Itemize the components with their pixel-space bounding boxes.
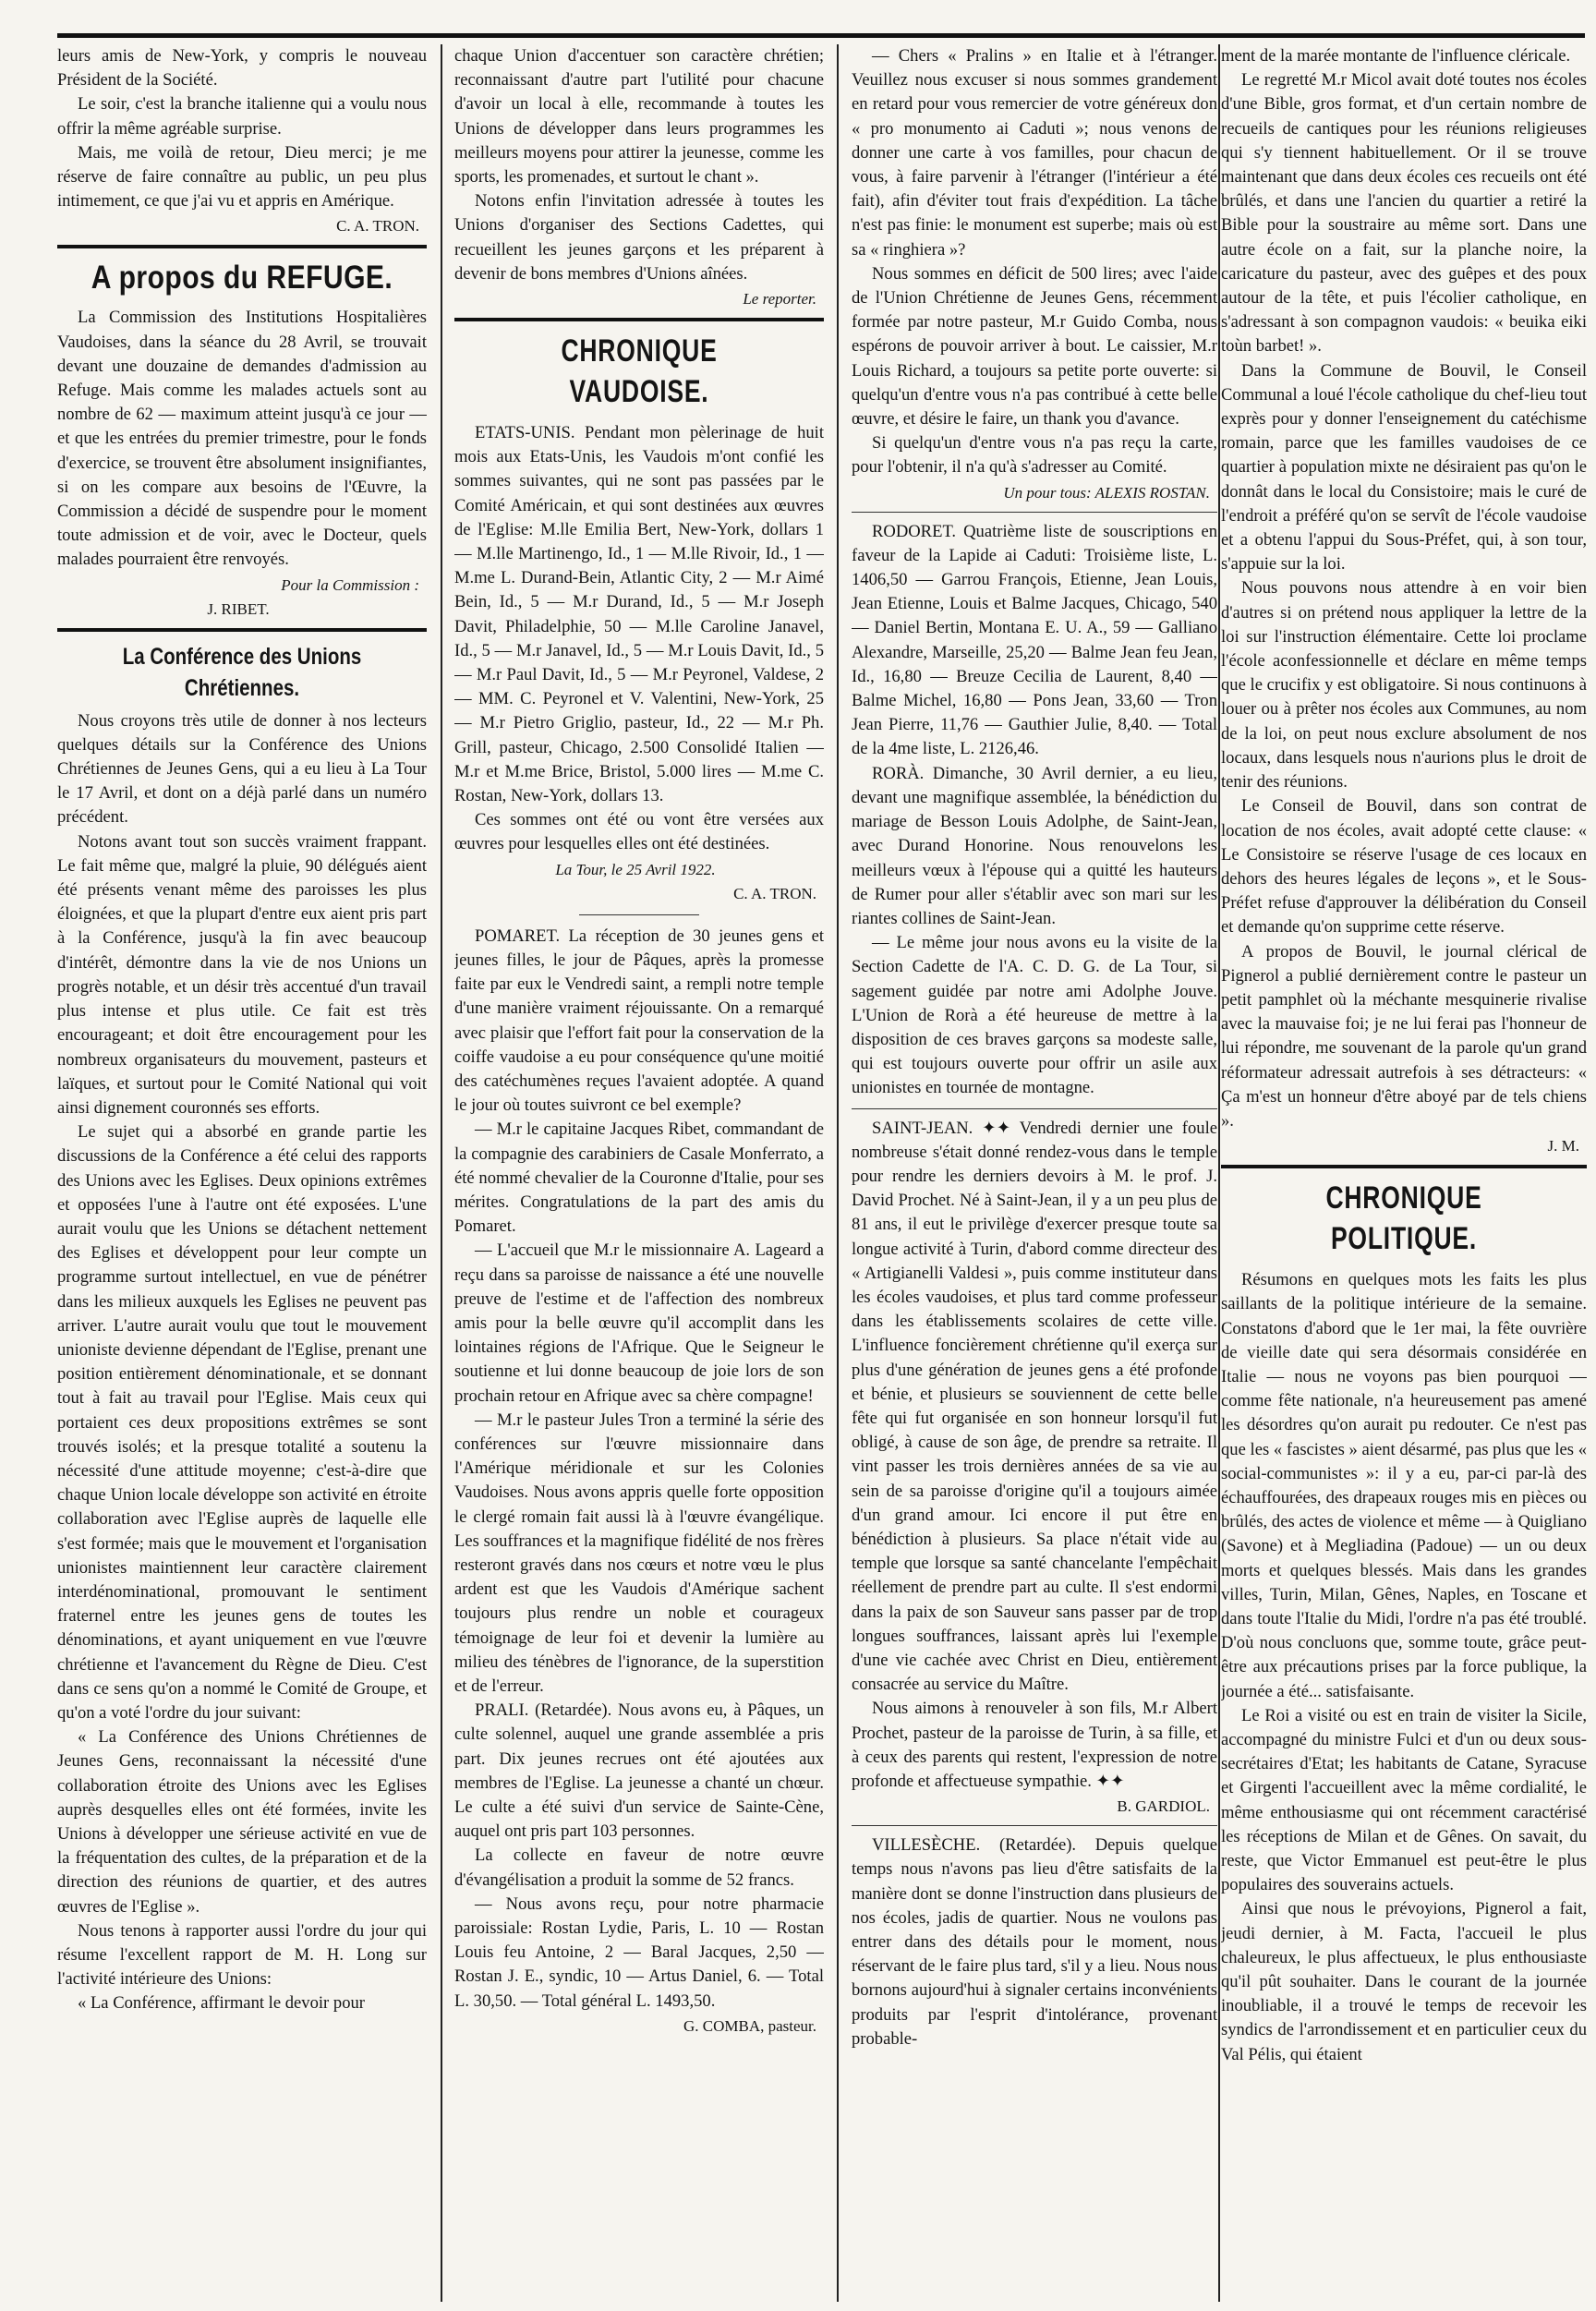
- paragraph: Le soir, c'est la branche italienne qui a voulu nous offrir la même agréable surprise.: [57, 94, 427, 139]
- paragraph: Notons enfin l'invitation adressée à toutes les Unions d'organiser des Sections Cadettes, qui recueillent les jeunes garçons et les préparent à devenir de bons membres d'Unions aînées.: [454, 191, 824, 284]
- column-rule: [837, 44, 839, 2302]
- article-title-refuge: A propos du REFUGE.: [91, 260, 393, 296]
- top-rule: [57, 33, 1585, 38]
- paragraph: ment de la marée montante de l'influence cléricale.: [1221, 46, 1571, 66]
- paragraph: Si quelqu'un d'entre vous n'a pas reçu la carte, pour l'obtenir, il n'a qu'à s'adresser au Comité.: [852, 433, 1217, 478]
- signature: Un pour tous: ALEXIS ROSTAN.: [1003, 483, 1210, 502]
- paragraph: Nous tenons à rapporter aussi l'ordre du jour qui résume l'excellent rapport de M. H. Long sur l'activité intérieure des Unions:: [57, 1920, 427, 1990]
- divider: [852, 1825, 1217, 1826]
- paragraph: PRALI. (Retardée). Nous avons eu, à Pâques, un culte solennel, auquel une grande assemblée a pris part. Dix jeunes recrues ont été ajoutées aux membres de l'Eglise. La jeunesse a chanté un chœur. Le culte a été suivi d'un service de Sainte-Cène, auquel ont pris part 103 personnes.: [454, 1700, 824, 1842]
- paragraph: — Nous avons reçu, pour notre pharmacie paroissiale: Rostan Lydie, Paris, L. 10 — Rostan Louis feu Antoine, 2 — Baral Jacques, 2,50 — Rostan J. E., syndic, 10 — Artus Daniel, 6. — Total L. 30,50. — Total général L. 1493,50.: [454, 1894, 824, 2011]
- paragraph: Le sujet qui a absorbé en grande partie les discussions de la Conférence a été celui des rapports des Unions avec les Eglises. Deux opinions extrêmes et opposées l'une à l'autre ont été exposées. L'une aurait voulu que les Unions se détachent nettement des Eglises et développent pour leur compte un programme surtout intellectuel, en vue de pénétrer dans les milieux auxquels les Eglises ne peuvent pas arriver. L'autre aurait voulu que tout le mouvement unioniste devienne dépendant de l'Eglise, prenant une position entièrement dénominationale, et se donnant tout à fait au travail pour l'Eglise. Mais ceux qui portaient ces deux propositions extrêmes se sont trouvés isolés; et la presque totalité a soutenu la nécessité d'une attitude moyenne; c'est-à-dire que chaque Union locale développe son activité en étroite collaboration avec l'Eglise auprès de laquelle elle s'est formée; mais que le mouvement et l'organisation unionistes maintiennent leur caractère clairement interdénominational, promouvant le sentiment fraternel entre les jeunes gens de toutes les dénominations, et ayant uniquement en vue l'œuvre chrétienne et l'avancement du Règne de Dieu. C'est dans ce sens qu'on a nommé le Comité de Groupe, et qu'on a voté l'ordre du jour suivant:: [57, 1122, 427, 1723]
- section-divider: [57, 245, 427, 248]
- paragraph: RODORET. Quatrième liste de souscriptions en faveur de la Lapide ai Caduti: Troisième liste, L. 1406,50 — Garrou François, Etienne, Jean Louis, Jean Etienne, Louis et Balme Jacques, Chicago, 540 — Daniel Bertin, Montana E. U. A., 59 — Galliano Alexandre, Marseille, 25,20 — Balme Jean feu Jean, Id., 16,80 — Breuze Cecilia de Laurent, 8,40 — Balme Michel, 16,80 — Pons Jean, 33,60 — Tron Jean Pierre, 11,76 — Gauthier Julie, 8,40. — Total de la 4me liste, L. 2126,46.: [852, 521, 1217, 759]
- paragraph: ETATS-UNIS. Pendant mon pèlerinage de huit mois aux Etats-Unis, les Vaudois m'ont confié les sommes suivantes, qui ne sont pas passées par le Comité Américain, et qui sont destinées aux œuvres de l'Eglise: M.lle Emilia Bert, New-York, dollars 1 — M.lle Martinengo, Id., 1 — M.lle Rivoir, Id., 1 — M.me L. Durand-Bein, Atlantic City, 2 — M.r Aimé Bein, Id., 5 — M.r Durand, Id., 5 — M.r Joseph Davit, Philadelphie, 50 — M.lle Caroline Janavel, Id., 5 — M.r Janavel, Id., 5 — M.r Louis Davit, Id., 5 — M.r Paul Davit, Id., 5 — M.r Peyronel, Valdese, 2 — MM. C. Peyronel et V. Valentini, New-York, 25 — M.r Pietro Griglio, pasteur, Id., 22 — M.r Ph. Grill, pasteur, Chicago, 2.500 Consolidé Italien — M.r et M.me Brice, Bristol, 5.000 lires — M.me C. Rostan, New-York, dollars 13.: [454, 423, 824, 806]
- signature: C. A. TRON.: [733, 884, 816, 902]
- paragraph: « La Conférence des Unions Chrétiennes de Jeunes Gens, reconnaissant la nécessité d'une collaboration étroite des Unions avec les Eglises auprès desquelles elles ont été formées, invite les Unions à développer une sérieuse activité en vue de la fréquentation des cultes, de la préparation et de la direction des réunions de quartier, et des autres œuvres de l'Eglise ».: [57, 1727, 427, 1917]
- column-1: [57, 44, 427, 2302]
- column-rule: [1218, 44, 1220, 2302]
- section-divider: [57, 628, 427, 632]
- paragraph: leurs amis de New-York, y compris le nouveau Président de la Société.: [57, 46, 427, 91]
- divider: [852, 1108, 1217, 1109]
- paragraph: SAINT-JEAN. ✦✦ Vendredi dernier une foule nombreuse s'était donné rendez-vous dans le temple pour rendre les derniers devoirs à M. le prof. J. David Prochet. Né à Saint-Jean, il y a un peu plus de 81 ans, il eut le privilège d'exercer presque toute sa longue activité à Turin, d'abord comme directeur des « Artigianelli Valdesi », puis comme instituteur dans les écoles vaudoises, et plus tard comme professeur dans les établissements scolaires de cette ville. L'influence foncièrement chrétienne qu'il exerça sur plus d'une génération de jeunes gens a été profonde et bénie, et plusieurs se souviennent de cette belle fête qui fut organisée en son honneur lorsqu'il fut obligé, à cause de son âge, de prendre sa retraite. Il vint passer les trois dernières années de sa vie au sein de sa paroisse d'origine qu'il a toujours aimée d'un grand amour. Ici encore il put être en bénédiction à plusieurs. Sa place n'était vide au temple que lorsque sa santé chancelante l'empêchait réellement de prendre part au culte. Il s'est endormi dans la paix de son Sauveur sans passer par de trop longues souffrances, laissant après lui l'exemple d'une vie cachée avec Christ en Dieu, entièrement consacrée au service du Maître.: [852, 1118, 1217, 1695]
- paragraph: Ces sommes ont été ou vont être versées aux œuvres pour lesquelles elles ont été destinées.: [454, 810, 824, 854]
- paragraph: Notons avant tout son succès vraiment frappant. Le fait même que, malgré la pluie, 90 délégués aient été présents venant même des paroisses les plus éloignées, et que la plupart d'entre eux aient pris part à la Conférence, jusqu'à la fin avec beaucoup d'intérêt, démontre dans la vie de nos Unions un progrès notable, et un désir très accentué d'un travail plus intense et plus utile. Ce fait est très encourageant; et doit être encouragement pour les nombreux organisateurs du mouvement, pasteurs et laïques, et surtout pour le Comité National qui voit ainsi dignement couronnés ses efforts.: [57, 831, 427, 1118]
- section-divider: [1221, 1165, 1587, 1168]
- paragraph: Le Roi a visité ou est en train de visiter la Sicile, accompagné du ministre Fulci et d'un ou deux sous-secrétaires d'Etat; les habitants de Catane, Syracuse et Girgenti l'accueillent avec la même cordialité, le même enthousiasme qui ont récemment caractérisé les réceptions de Milan et de Gênes. On savait, du reste, que Victor Emmanuel est peut-être le plus populaires des souverains actuels.: [1221, 1705, 1587, 1895]
- paragraph: Ainsi que nous le prévoyions, Pignerol a fait, jeudi dernier, à M. Facta, l'accueil le plus chaleureux, le plus affectueux, le plus enthousiaste qu'il pût souhaiter. Dans le courant de la journée inoubliable, il a trouvé le temps de recevoir les syndics de l'arrondissement et en particulier ceux du Val Pélis, qui étaient: [1221, 1899, 1587, 2064]
- paragraph: Mais, me voilà de retour, Dieu merci; je me réserve de faire connaître au public, un peu plus intimement, ce que j'ai vu et appris en Amérique.: [57, 142, 427, 212]
- paragraph: — Le même jour nous avons eu la visite de la Section Cadette de l'A. C. D. G. de La Tour, si sagement guidée par notre ami Adolphe Jouve. L'Union de Rorà a été heureuse de mettre à la disposition de ces braves garçons sa modeste salle, qui est toujours ouverte pour offrir un asile aux unionistes en tournée de montagne.: [852, 933, 1217, 1098]
- dateline: La Tour, le 25 Avril 1922.: [555, 860, 716, 878]
- signature: B. GARDIOL.: [1117, 1797, 1210, 1816]
- signature: Le reporter.: [743, 290, 816, 309]
- paragraph: La Commission des Institutions Hospitalières Vaudoises, dans la séance du 28 Avril, se trouvait devant une douzaine de demandes d'admission au Refuge. Mais comme les malades actuels sont au nombre de 62 — maximum atteint jusqu'à ce jour — et que les entrées du premier trimestre, pour le fonds d'exercice, se trouvent être absolument insignifiantes, si on les compare aux besoins de l'Œuvre, la Commission a décidé de suspendre pour le moment toute admission et de voir, avec le Docteur, quels malades pourraient être renvoyés.: [57, 308, 427, 570]
- paragraph: — M.r le pasteur Jules Tron a terminé la série des conférences sur l'œuvre missionnaire dans l'Amérique méridionale et sur les Colonies Vaudoises. Nous avons appris quelle forte opposition le clergé romain fait aussi là à l'œuvre évangélique. Les souffrances et la magnifique fidélité de nos frères resteront gravés dans nos cœurs et notre vœu le plus ardent est que les Vaudois d'Amérique sachent toujours plus rendre un noble et courageux témoignage de leur foi et devenir la lumière au milieu des ténèbres de l'ignorance, de la superstition et de l'erreur.: [454, 1410, 824, 1696]
- paragraph: chaque Union d'accentuer son caractère chrétien; reconnaissant d'autre part l'utilité pour chacune d'avoir un local à elle, recommande à toutes les Unions de développer dans leurs programmes les meilleurs moyens pour attirer la jeunesse, comme les sports, les promenades, et surtout le chant ».: [454, 46, 824, 188]
- paragraph: Nous croyons très utile de donner à nos lecteurs quelques détails sur la Conférence des Unions Chrétiennes de Jeunes Gens, qui a eu lieu à La Tour le 17 Avril, et dont on a déjà parlé dans un numéro précédent.: [57, 710, 427, 828]
- column-3: [852, 44, 1217, 2302]
- paragraph: A propos de Bouvil, le journal clérical de Pignerol a publié dernièrement contre le pasteur un petit pamphlet où la méchante mesquinerie rivalise avec la mauvaise foi; je ne lui ferai pas l'honneur de lui répondre, me souvenant de la parole qu'un grand réformateur adressait autrefois à ses détracteurs: « Ça m'est un honneur d'être aboyé par de tels chiens ».: [1221, 941, 1587, 1131]
- section-title-chronique-vaudoise: CHRONIQUE VAUDOISE.: [561, 333, 718, 410]
- paragraph: Le Conseil de Bouvil, dans son contrat de location de nos écoles, avait adopté cette clause: « Le Consistoire se réserve l'usage de ces locaux en dehors des heures légales de leçons », et le Sous-Préfet refuse d'approuver la délibération du Conseil et demande qu'on supprime cette réserve.: [1221, 796, 1587, 938]
- column-rule: [441, 44, 442, 2302]
- article-title-conference: La Conférence des Unions Chrétiennes.: [122, 643, 362, 701]
- paragraph: Dans la Commune de Bouvil, le Conseil Communal a loué l'école catholique du chef-lieu tout exprès pour y donner l'enseignement du catéchisme romain, parce que les familles vaudoises de ce quartier à population mixte ne désiraient pas qu'on le donnât dans le local du Consistoire; mais le curé de l'endroit a préféré qu'on se servît de l'école vaudoise et a obtenu l'appui du Sous-Préfet, qui, à son tour, s'appuie sur la loi.: [1221, 360, 1587, 575]
- signature: J. M.: [1547, 1137, 1579, 1156]
- paragraph: — M.r le capitaine Jacques Ribet, commandant de la compagnie des carabiniers de Casale Monferrato, a été nommé chevalier de la Couronne d'Italie, pour ses mérites. Congratulations de la part des amis du Pomaret.: [454, 1119, 824, 1237]
- signature: G. COMBA, pasteur.: [683, 2016, 816, 2035]
- paragraph: Le regretté M.r Micol avait doté toutes nos écoles d'une Bible, gros format, et d'un certain nombre de recueils de cantiques pour les réunions religieuses qui s'y tiennent habituellement. Or il se trouve maintenant que dans deux écoles ces recueils ont été brûlés, et dans une l'ancien du quartier a retiré la Bible pour la soustraire au même sort. Dans une autre école on a fait, sur la planche noire, la caricature du pasteur, avec des guêpes et des poux autour de la tête, et puis l'écolier catholique, en s'adressant à son compagnon vaudois: « beuika eiki toùn barbet! ».: [1221, 70, 1587, 357]
- paragraph: Résumons en quelques mots les faits les plus saillants de la politique intérieure de la semaine. Constatons d'abord que le 1er mai, la fête ouvrière de vieille date qui sera désormais considérée en Italie — nous ne voyons pas bien pourquoi — comme fête nationale, n'a heureusement pas amené les désordres qu'on aurait pu redouter. Ce n'est pas que les « fascistes » aient désarmé, pas plus que les « social-communistes »: il y a eu, par-ci par-là des échauffourées, des drapeaux rouges mis en pièces ou brûlés, des actes de violence et même — à Quigliano (Savone) et à Megliadina (Padoue) — un ou deux morts et quelques blessés. Mais dans les grandes villes, Turin, Milan, Gênes, Naples, en Toscane et dans toute l'Italie du Midi, l'ordre n'a pas été troublé. D'où nous concluons que, somme toute, grâce peut-être aux précautions prises par la force publique, la journée a été... satisfaisante.: [1221, 1270, 1587, 1701]
- paragraph: Nous sommes en déficit de 500 lires; avec l'aide de l'Union Chrétienne de Jeunes Gens, récemment formée par notre pasteur, M.r Guido Comba, nous espérons de pouvoir arriver à bout. Le caissier, M.r Louis Richard, a toujours sa petite porte ouverte: si quelqu'un d'entre vous n'a pas contribué à cette belle œuvre, et désire le faire, un thank you d'avance.: [852, 263, 1217, 430]
- paragraph: — L'accueil que M.r le missionnaire A. Lageard a reçu dans sa paroisse de naissance a été une nouvelle preuve de l'estime et de l'affection des nombreux amis pour la belle œuvre qu'il accomplit dans les lointaines régions de l'Afrique. Que le Seigneur le soutienne et lui donne beaucoup de joie lors de son prochain retour en Afrique avec sa chère compagne!: [454, 1240, 824, 1406]
- paragraph: VILLESÈCHE. (Retardée). Depuis quelque temps nous n'avons pas lieu d'être satisfaits de la manière dont se donne l'instruction dans plusieurs de nos écoles, jadis de quartier. Nous ne voulons pas entrer dans des détails pour le moment, nous réservant de le faire plus tard, s'il y a lieu. Nous nous bornons aujourd'hui à signaler certains inconvénients produits par l'esprit d'intolérance, provenant probable-: [852, 1835, 1217, 2049]
- paragraph: La collecte en faveur de notre œuvre d'évangélisation a produit la somme de 52 francs.: [454, 1845, 824, 1890]
- paragraph: « La Conférence, affirmant le devoir pour: [78, 1993, 365, 2014]
- column-2: [454, 44, 824, 2302]
- paragraph: POMARET. La réception de 30 jeunes gens et jeunes filles, le jour de Pâques, après la promesse faite par eux le Vendredi saint, a rempli notre temple d'une manière vraiment réjouissante. On a remarqué avec plaisir que l'effort fait pour la conservation de la coiffe vaudoise a eu pour conséquence qu'une moitié des catéchumènes reçues l'avaient adoptée. A quand le jour où toutes suivront ce bel exemple?: [454, 926, 824, 1116]
- paragraph: RORÀ. Dimanche, 30 Avril dernier, a eu lieu, devant une magnifique assemblée, la bénédiction du mariage de Besson Louis Adolphe, de Saint-Jean, avec Durand Honorine. Nous renouvelons les meilleurs vœux à l'épouse qui a quitté les hauteurs de Rumer pour aller s'établir avec son mari sur les riantes collines de Saint-Jean.: [852, 763, 1217, 928]
- signature: C. A. TRON.: [336, 217, 419, 236]
- divider: [852, 512, 1217, 513]
- signature: J. RIBET.: [207, 599, 270, 618]
- paragraph: — Chers « Pralins » en Italie et à l'étranger. Veuillez nous excuser si nous sommes grandement en retard pour vous remercier de votre généreux don « pro monumento ai Caduti »; nous venons de donner une carte à vos familles, pour chacun de vous, à faire parvenir à l'étranger (l'intérieur a été fait), afin d'éviter tout frais d'expédition. La tâche n'est pas finie: le monument est superbe; mais où est sa « ringhiera »?: [852, 46, 1217, 260]
- divider: [579, 914, 699, 915]
- signature-label: Pour la Commission :: [281, 575, 419, 594]
- section-divider: [454, 318, 824, 321]
- paragraph: Nous aimons à renouveler à son fils, M.r Albert Prochet, pasteur de la paroisse de Turin, à sa fille, et à ceux des parents qui restent, l'expression de notre profonde et affectueuse sympathie. ✦✦: [852, 1699, 1217, 1792]
- column-4: [1221, 44, 1587, 2302]
- section-title-chronique-politique: CHRONIQUE POLITIQUE.: [1325, 1180, 1482, 1257]
- paragraph: Nous pouvons nous attendre à en voir bien d'autres si on prétend nous appliquer la lettre de la loi sur l'instruction élémentaire. Cette loi proclame l'école aconfessionnelle et déclare en même temps que le crucifix y est obligatoire. Si nous continuons à louer ou à prêter nos écoles aux Communes, au nom de la loi, on peut nous exclure absolument de nos locaux, dans lesquels nous n'aurions plus le droit de tenir des réunions.: [1221, 578, 1587, 793]
